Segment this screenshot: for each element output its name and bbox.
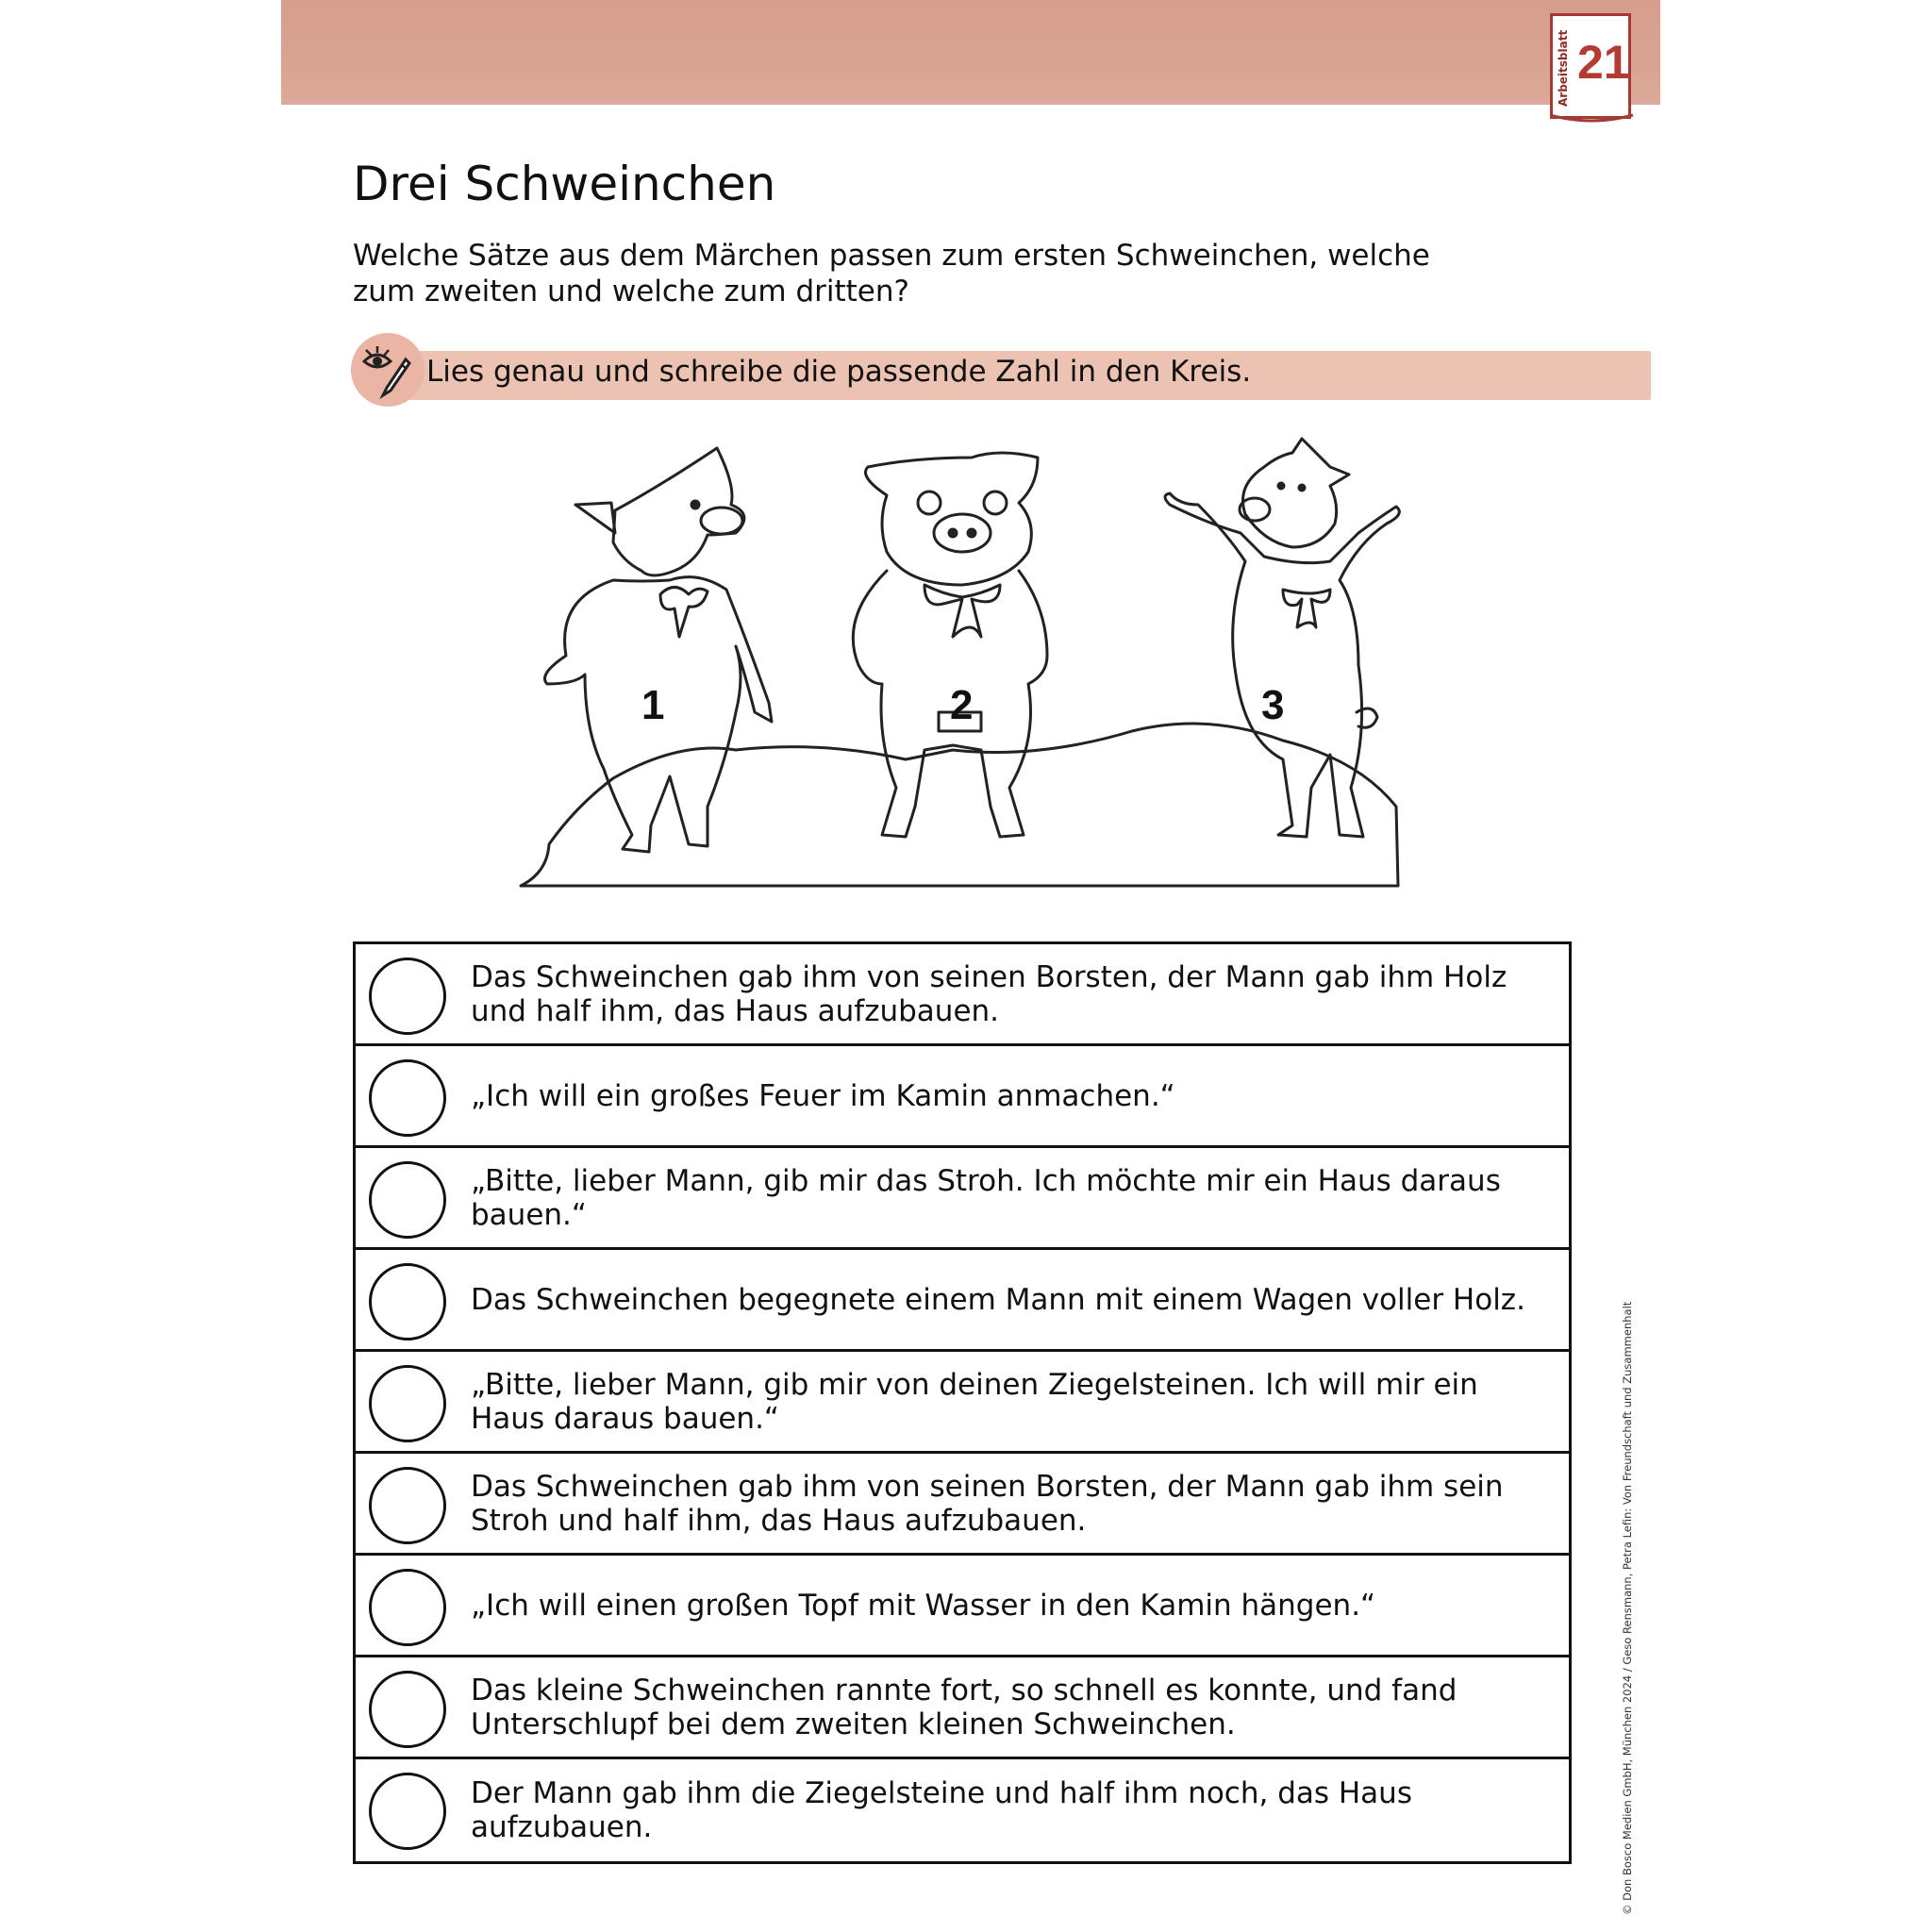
badge-label: Arbeitsblatt (1557, 29, 1570, 107)
sentence-text: Der Mann gab ihm die Ziegelsteine und half ihm noch, das Haus aufzubauen. (471, 1776, 1412, 1844)
page-title: Drei Schweinchen (353, 157, 776, 211)
task-question: Welche Sätze aus dem Märchen passen zum ersten Schweinchen, welche zum zweiten und welche zum dritten? (353, 239, 1430, 308)
answer-circle[interactable] (369, 958, 446, 1035)
header-banner (281, 0, 1660, 105)
answer-circle[interactable] (369, 1569, 446, 1646)
page-curl-icon (1550, 113, 1635, 126)
pig-number-1: 1 (641, 682, 665, 728)
answer-circle[interactable] (369, 1467, 446, 1544)
answer-circle[interactable] (369, 1671, 446, 1748)
sentence-row (356, 1352, 1569, 1454)
answer-circle[interactable] (369, 1365, 446, 1442)
sentence-text: Das Schweinchen begegnete einem Mann mit einem Wagen voller Holz. (471, 1282, 1525, 1317)
sentence-row (356, 1148, 1569, 1250)
sentence-text: Das Schweinchen gab ihm von seinen Borsten, der Mann gab ihm Holz und half ihm, das Haus aufzubauen. (471, 959, 1507, 1028)
sentence-text: „Bitte, lieber Mann, gib mir von deinen Ziegelsteinen. Ich will mir ein Haus daraus bauen.“ (471, 1367, 1478, 1436)
sentence-text: Das kleine Schweinchen rannte fort, so schnell es konnte, und fand Unterschlupf bei dem zweiten kleinen Schweinchen. (471, 1673, 1457, 1741)
sentence-text: Das Schweinchen gab ihm von seinen Borsten, der Mann gab ihm sein Stroh und half ihm, das Haus aufzubauen. (471, 1469, 1504, 1538)
worksheet-number: 21 (1577, 36, 1630, 89)
answer-circle[interactable] (369, 1773, 446, 1850)
copyright-note: © Don Bosco Medien GmbH, München 2024 / Geso Rensmann, Petra Lefin: Von Freundschaft und Zusammenhalt (1621, 1301, 1634, 1915)
pig-number-3: 3 (1261, 682, 1285, 728)
instruction-text: Lies genau und schreibe die passende Zahl in den Kreis. (426, 355, 1252, 389)
answer-circle[interactable] (369, 1161, 446, 1239)
three-pigs-illustration (509, 429, 1434, 901)
answer-circle[interactable] (369, 1263, 446, 1341)
sentence-row (356, 1250, 1569, 1352)
answer-circle[interactable] (369, 1059, 446, 1137)
sentence-row (356, 1046, 1569, 1148)
sentence-table (353, 941, 1572, 1864)
sentence-row (356, 1759, 1569, 1861)
sentence-row (356, 1657, 1569, 1759)
eye-pencil-icon (351, 333, 425, 407)
sentence-text: „Bitte, lieber Mann, gib mir das Stroh. Ich möchte mir ein Haus daraus bauen.“ (471, 1163, 1501, 1232)
worksheet-badge (1550, 13, 1631, 119)
pig-number-2: 2 (950, 682, 974, 728)
pigs-drawing (509, 429, 1434, 901)
sentence-text: „Ich will ein großes Feuer im Kamin anmachen.“ (471, 1078, 1175, 1113)
sentence-row (356, 1454, 1569, 1556)
sentence-row (356, 1556, 1569, 1657)
sentence-row (356, 944, 1569, 1046)
sentence-text: „Ich will einen großen Topf mit Wasser in den Kamin hängen.“ (471, 1588, 1376, 1623)
instruction-bar (355, 345, 1252, 402)
